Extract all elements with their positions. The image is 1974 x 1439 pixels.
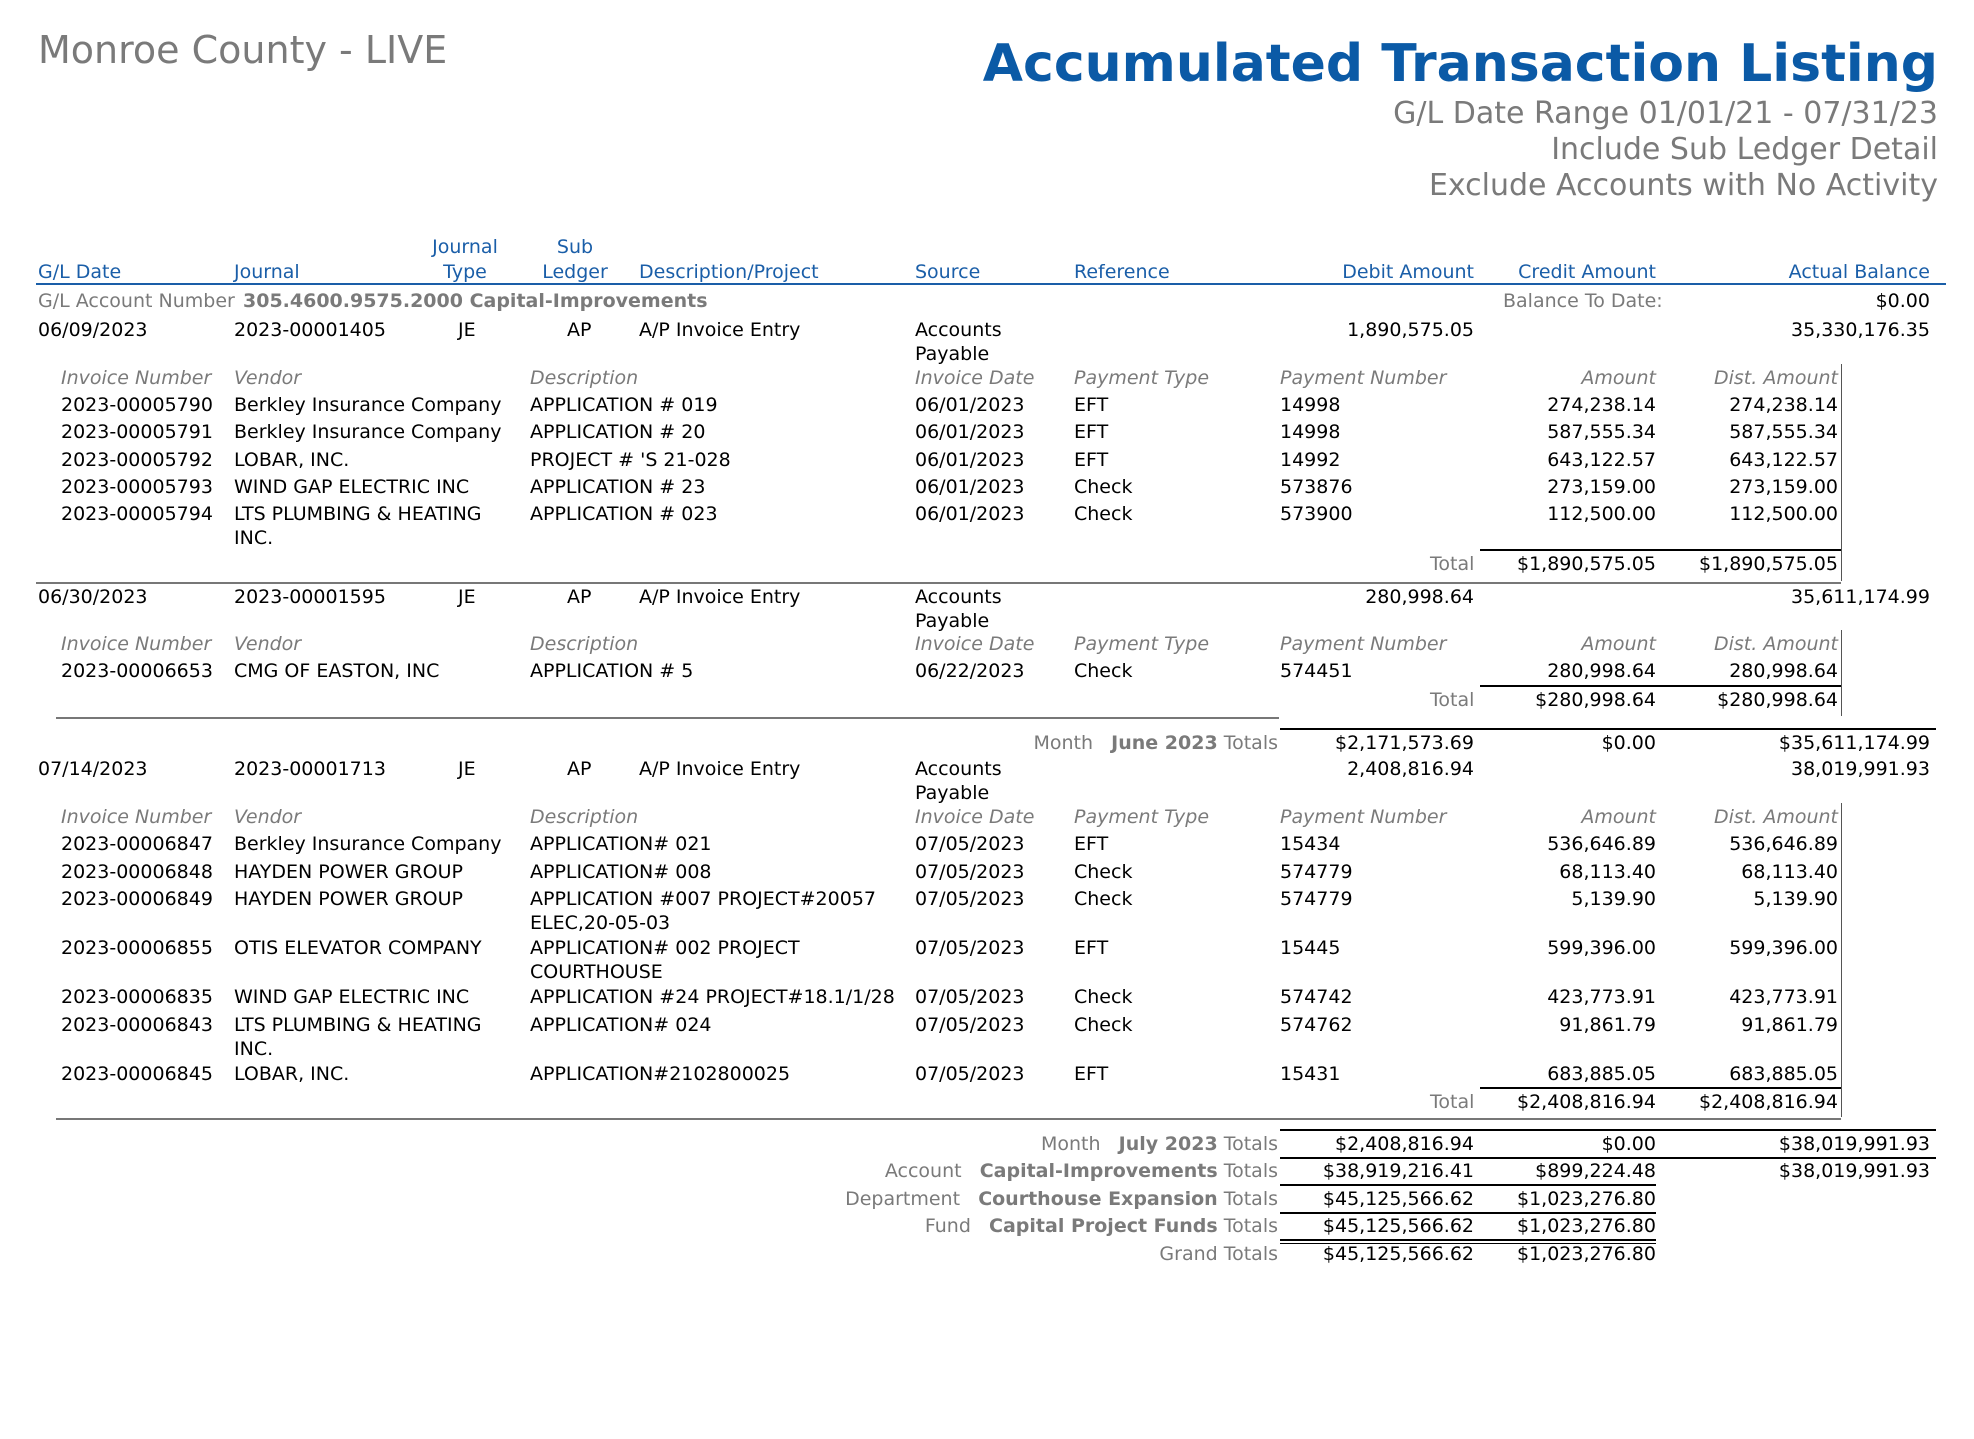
invoice-total-amount: $2,408,816.94 — [1516, 1091, 1656, 1113]
sub-col-invoice-number: Invoice Number — [61, 806, 212, 828]
totals-credit: $1,023,276.80 — [1516, 1215, 1656, 1237]
invoice-total-amount: $280,998.64 — [1535, 689, 1656, 711]
col-journal: Journal — [234, 261, 300, 283]
entry-description: A/P Invoice Entry — [639, 586, 801, 608]
invoice-number: 2023-00006653 — [61, 660, 213, 682]
col-sub-ledger-line2: Ledger — [542, 261, 608, 283]
entry-journal: 2023-00001595 — [234, 586, 386, 608]
sub-col-invoice-date: Invoice Date — [915, 806, 1035, 828]
invoice-date: 06/01/2023 — [915, 421, 1025, 443]
entry-journal-type: JE — [458, 319, 476, 341]
grand-totals-credit: $1,023,276.80 — [1516, 1243, 1656, 1265]
invoice-vendor: WIND GAP ELECTRIC INC — [234, 986, 470, 1008]
totals-name: Capital-Improvements — [979, 1160, 1218, 1182]
invoice-vendor: HAYDEN POWER GROUP — [234, 861, 463, 883]
sub-col-vendor: Vendor — [234, 633, 302, 655]
invoice-date: 07/05/2023 — [915, 1014, 1025, 1036]
invoice-amount: 273,159.00 — [1547, 476, 1656, 498]
invoice-number: 2023-00006848 — [61, 861, 213, 883]
invoice-dist-amount: 587,555.34 — [1729, 421, 1838, 443]
invoice-amount: 587,555.34 — [1547, 421, 1656, 443]
invoice-vendor: Berkley Insurance Company — [234, 421, 502, 443]
entry-source: Accounts — [915, 758, 1002, 780]
invoice-date: 07/05/2023 — [915, 833, 1025, 855]
invoice-amount: 423,773.91 — [1547, 986, 1656, 1008]
entry-divider — [56, 1118, 1841, 1120]
invoice-total-dist: $2,408,816.94 — [1698, 1091, 1838, 1113]
totals-name: June 2023 — [1111, 732, 1218, 754]
totals-suffix: Totals — [1223, 1215, 1278, 1237]
invoice-amount: 274,238.14 — [1547, 394, 1656, 416]
invoice-number: 2023-00006835 — [61, 986, 213, 1008]
sub-col-dist-amount: Dist. Amount — [1713, 806, 1838, 828]
col-description: Description/Project — [639, 261, 819, 283]
invoice-total-dist: $280,998.64 — [1717, 689, 1838, 711]
sub-col-vendor: Vendor — [234, 806, 302, 828]
col-reference: Reference — [1074, 261, 1170, 283]
payment-number: 573900 — [1280, 503, 1353, 525]
payment-number: 574762 — [1280, 1014, 1353, 1036]
payment-type: Check — [1074, 861, 1133, 883]
invoice-total-label: Total — [1430, 553, 1475, 575]
entry-gl-date: 06/30/2023 — [38, 586, 148, 608]
sub-col-invoice-date: Invoice Date — [915, 367, 1035, 389]
payment-type: Check — [1074, 888, 1133, 910]
totals-prefix: Account — [884, 1160, 962, 1182]
invoice-number: 2023-00005794 — [61, 503, 213, 525]
invoice-description: PROJECT # 'S 21-028 — [530, 449, 731, 471]
sub-col-payment-type: Payment Type — [1074, 367, 1210, 389]
invoice-vendor: OTIS ELEVATOR COMPANY — [234, 937, 482, 959]
invoice-date: 07/05/2023 — [915, 888, 1025, 910]
sub-col-description: Description — [530, 633, 639, 655]
payment-number: 14998 — [1280, 421, 1341, 443]
entry-journal-type: JE — [458, 758, 476, 780]
invoice-number: 2023-00006849 — [61, 888, 213, 910]
entry-sub-ledger: AP — [567, 586, 592, 608]
sub-col-invoice-date: Invoice Date — [915, 633, 1035, 655]
invoice-amount: 643,122.57 — [1547, 449, 1656, 471]
payment-number: 574742 — [1280, 986, 1353, 1008]
invoice-total-label: Total — [1430, 689, 1475, 711]
totals-debit: $2,408,816.94 — [1334, 1133, 1474, 1155]
entry-source-line2: Payable — [915, 610, 990, 632]
invoice-description: APPLICATION# 021 — [530, 833, 712, 855]
invoice-total-amount: $1,890,575.05 — [1516, 553, 1656, 575]
invoice-description: APPLICATION # 5 — [530, 660, 694, 682]
invoice-dist-amount: 643,122.57 — [1729, 449, 1838, 471]
invoice-dist-amount: 423,773.91 — [1729, 986, 1838, 1008]
totals-rule-double-1 — [1280, 1239, 1656, 1241]
invoice-dist-amount: 68,113.40 — [1741, 861, 1838, 883]
sub-col-description: Description — [530, 367, 639, 389]
entry-source-line2: Payable — [915, 343, 990, 365]
invoice-number: 2023-00005790 — [61, 394, 213, 416]
account-number: 305.4600.9575.2000 Capital-Improvements — [243, 290, 708, 312]
totals-debit: $45,125,566.62 — [1322, 1188, 1474, 1210]
invoice-block-right-rule — [1841, 364, 1842, 581]
entry-debit: 280,998.64 — [1365, 586, 1474, 608]
entry-gl-date: 07/14/2023 — [38, 758, 148, 780]
invoice-amount: 280,998.64 — [1547, 660, 1656, 682]
invoice-description: APPLICATION# 002 PROJECT — [530, 937, 800, 959]
payment-number: 15431 — [1280, 1063, 1341, 1085]
sub-col-dist-amount: Dist. Amount — [1713, 367, 1838, 389]
sub-col-description: Description — [530, 806, 639, 828]
payment-type: EFT — [1074, 833, 1109, 855]
invoice-description: APPLICATION #24 PROJECT#18.1/1/28 — [530, 986, 895, 1008]
totals-credit: $1,023,276.80 — [1516, 1188, 1656, 1210]
invoice-amount: 599,396.00 — [1547, 937, 1656, 959]
col-gl-date: G/L Date — [38, 261, 122, 283]
invoice-vendor: CMG OF EASTON, INC — [234, 660, 440, 682]
payment-type: EFT — [1074, 394, 1109, 416]
invoice-dist-amount: 536,646.89 — [1729, 833, 1838, 855]
totals-name: Capital Project Funds — [989, 1215, 1218, 1237]
entry-gl-date: 06/09/2023 — [38, 319, 148, 341]
invoice-date: 06/01/2023 — [915, 476, 1025, 498]
entry-balance: 38,019,991.93 — [1790, 758, 1930, 780]
invoice-vendor: LOBAR, INC. — [234, 1063, 350, 1085]
invoice-amount: 91,861.79 — [1559, 1014, 1656, 1036]
totals-credit: $899,224.48 — [1535, 1160, 1656, 1182]
sub-col-payment-number: Payment Number — [1280, 633, 1447, 655]
entry-source: Accounts — [915, 586, 1002, 608]
payment-number: 14992 — [1280, 449, 1341, 471]
invoice-date: 07/05/2023 — [915, 861, 1025, 883]
payment-type: EFT — [1074, 421, 1109, 443]
invoice-number: 2023-00006843 — [61, 1014, 213, 1036]
invoice-number: 2023-00005793 — [61, 476, 213, 498]
totals-debit: $45,125,566.62 — [1322, 1215, 1474, 1237]
totals-suffix: Totals — [1223, 732, 1278, 754]
sub-col-payment-number: Payment Number — [1280, 806, 1447, 828]
invoice-description: APPLICATION # 23 — [530, 476, 706, 498]
invoice-number: 2023-00006855 — [61, 937, 213, 959]
invoice-amount: 5,139.90 — [1571, 888, 1656, 910]
totals-prefix: Month — [1033, 732, 1094, 754]
totals-prefix: Fund — [924, 1215, 971, 1237]
totals-suffix: Totals — [1223, 1188, 1278, 1210]
invoice-vendor: LTS PLUMBING & HEATING — [234, 1014, 482, 1036]
col-debit-amount: Debit Amount — [1342, 261, 1474, 283]
entry-balance: 35,330,176.35 — [1790, 319, 1930, 341]
payment-number: 573876 — [1280, 476, 1353, 498]
invoice-vendor: LTS PLUMBING & HEATING — [234, 503, 482, 525]
invoice-amount: 536,646.89 — [1547, 833, 1656, 855]
totals-credit: $0.00 — [1601, 1133, 1656, 1155]
totals-rule — [1280, 1129, 1936, 1131]
header-divider — [36, 283, 1946, 285]
invoice-total-dist: $1,890,575.05 — [1698, 553, 1838, 575]
invoice-dist-amount: 91,861.79 — [1741, 1014, 1838, 1036]
invoice-dist-amount: 599,396.00 — [1729, 937, 1838, 959]
sub-col-payment-number: Payment Number — [1280, 367, 1447, 389]
entry-sub-ledger: AP — [567, 758, 592, 780]
totals-name: July 2023 — [1118, 1133, 1218, 1155]
invoice-date: 07/05/2023 — [915, 937, 1025, 959]
totals-prefix: Department — [845, 1188, 961, 1210]
invoice-date: 07/05/2023 — [915, 986, 1025, 1008]
payment-number: 15434 — [1280, 833, 1341, 855]
invoice-dist-amount: 5,139.90 — [1753, 888, 1838, 910]
totals-balance: $35,611,174.99 — [1778, 732, 1930, 754]
invoice-date: 06/01/2023 — [915, 394, 1025, 416]
payment-number: 574779 — [1280, 861, 1353, 883]
totals-rule — [1280, 728, 1936, 730]
sub-col-vendor: Vendor — [234, 367, 302, 389]
invoice-dist-amount: 683,885.05 — [1729, 1063, 1838, 1085]
invoice-block-right-rule — [1841, 803, 1842, 1117]
invoice-amount: 683,885.05 — [1547, 1063, 1656, 1085]
sub-ledger-option: Include Sub Ledger Detail — [1551, 132, 1938, 167]
invoice-dist-amount: 112,500.00 — [1729, 503, 1838, 525]
payment-number: 14998 — [1280, 394, 1341, 416]
entry-divider — [56, 717, 1279, 719]
payment-type: Check — [1074, 476, 1133, 498]
entry-debit: 1,890,575.05 — [1347, 319, 1474, 341]
balance-to-date-value: $0.00 — [1875, 290, 1930, 312]
entry-description: A/P Invoice Entry — [639, 758, 801, 780]
payment-type: EFT — [1074, 1063, 1109, 1085]
invoice-date: 06/01/2023 — [915, 503, 1025, 525]
totals-name: Courthouse Expansion — [978, 1188, 1218, 1210]
totals-credit: $0.00 — [1601, 732, 1656, 754]
totals-rule — [1280, 1184, 1656, 1186]
total-rule — [1480, 549, 1841, 551]
payment-type: Check — [1074, 660, 1133, 682]
col-journal-type-line2: Type — [443, 261, 487, 283]
invoice-amount: 112,500.00 — [1547, 503, 1656, 525]
report-title: Accumulated Transaction Listing — [982, 34, 1938, 94]
total-rule — [1480, 685, 1841, 687]
activity-option: Exclude Accounts with No Activity — [1428, 168, 1938, 203]
invoice-description-line2: ELEC,20-05-03 — [530, 912, 671, 934]
col-credit-amount: Credit Amount — [1518, 261, 1656, 283]
invoice-total-label: Total — [1430, 1091, 1475, 1113]
invoice-description: APPLICATION# 008 — [530, 861, 712, 883]
sub-col-payment-type: Payment Type — [1074, 633, 1210, 655]
entry-sub-ledger: AP — [567, 319, 592, 341]
invoice-vendor-line2: INC. — [234, 1038, 274, 1060]
totals-suffix: Totals — [1223, 1133, 1278, 1155]
invoice-date: 06/22/2023 — [915, 660, 1025, 682]
entry-divider — [36, 582, 1841, 584]
entry-balance: 35,611,174.99 — [1790, 586, 1930, 608]
invoice-description: APPLICATION # 023 — [530, 503, 718, 525]
invoice-description-line2: COURTHOUSE — [530, 961, 663, 983]
invoice-description: APPLICATION # 019 — [530, 394, 718, 416]
invoice-description: APPLICATION#2102800025 — [530, 1063, 791, 1085]
invoice-number: 2023-00005792 — [61, 449, 213, 471]
invoice-vendor: HAYDEN POWER GROUP — [234, 888, 463, 910]
invoice-dist-amount: 273,159.00 — [1729, 476, 1838, 498]
sub-col-invoice-number: Invoice Number — [61, 367, 212, 389]
payment-number: 574779 — [1280, 888, 1353, 910]
sub-col-amount: Amount — [1581, 806, 1656, 828]
grand-totals-label: Grand Totals — [1159, 1243, 1278, 1265]
invoice-dist-amount: 280,998.64 — [1729, 660, 1838, 682]
payment-type: EFT — [1074, 937, 1109, 959]
grand-totals-debit: $45,125,566.62 — [1322, 1243, 1474, 1265]
invoice-number: 2023-00006845 — [61, 1063, 213, 1085]
entry-journal-type: JE — [458, 586, 476, 608]
invoice-description: APPLICATION# 024 — [530, 1014, 712, 1036]
invoice-amount: 68,113.40 — [1559, 861, 1656, 883]
balance-to-date-label: Balance To Date: — [1503, 290, 1663, 312]
organization-name: Monroe County - LIVE — [38, 28, 448, 72]
invoice-number: 2023-00006847 — [61, 833, 213, 855]
sub-col-amount: Amount — [1581, 633, 1656, 655]
totals-balance: $38,019,991.93 — [1778, 1160, 1930, 1182]
payment-type: Check — [1074, 1014, 1133, 1036]
invoice-vendor: WIND GAP ELECTRIC INC — [234, 476, 470, 498]
payment-number: 574451 — [1280, 660, 1353, 682]
entry-description: A/P Invoice Entry — [639, 319, 801, 341]
totals-balance: $38,019,991.93 — [1778, 1133, 1930, 1155]
totals-suffix: Totals — [1223, 1160, 1278, 1182]
invoice-vendor: Berkley Insurance Company — [234, 833, 502, 855]
invoice-date: 06/01/2023 — [915, 449, 1025, 471]
total-rule — [1480, 1087, 1841, 1089]
entry-debit: 2,408,816.94 — [1347, 758, 1474, 780]
invoice-vendor: Berkley Insurance Company — [234, 394, 502, 416]
invoice-block-right-rule — [1841, 630, 1842, 716]
totals-prefix: Month — [1040, 1133, 1101, 1155]
sub-col-invoice-number: Invoice Number — [61, 633, 212, 655]
payment-type: EFT — [1074, 449, 1109, 471]
invoice-description: APPLICATION #007 PROJECT#20057 — [530, 888, 876, 910]
invoice-vendor: LOBAR, INC. — [234, 449, 350, 471]
sub-col-amount: Amount — [1581, 367, 1656, 389]
entry-journal: 2023-00001713 — [234, 758, 386, 780]
entry-source-line2: Payable — [915, 782, 990, 804]
invoice-vendor-line2: INC. — [234, 527, 274, 549]
payment-type: Check — [1074, 986, 1133, 1008]
col-source: Source — [915, 261, 981, 283]
date-range: G/L Date Range 01/01/21 - 07/31/23 — [1393, 96, 1938, 131]
invoice-description: APPLICATION # 20 — [530, 421, 706, 443]
sub-col-dist-amount: Dist. Amount — [1713, 633, 1838, 655]
totals-debit: $2,171,573.69 — [1334, 732, 1474, 754]
entry-source: Accounts — [915, 319, 1002, 341]
payment-number: 15445 — [1280, 937, 1341, 959]
invoice-dist-amount: 274,238.14 — [1729, 394, 1838, 416]
col-actual-balance: Actual Balance — [1788, 261, 1930, 283]
totals-debit: $38,919,216.41 — [1322, 1160, 1474, 1182]
invoice-date: 07/05/2023 — [915, 1063, 1025, 1085]
invoice-number: 2023-00005791 — [61, 421, 213, 443]
entry-journal: 2023-00001405 — [234, 319, 386, 341]
payment-type: Check — [1074, 503, 1133, 525]
col-journal-type-line1: Journal — [432, 236, 498, 258]
col-sub-ledger-line1: Sub — [556, 236, 594, 258]
sub-col-payment-type: Payment Type — [1074, 806, 1210, 828]
account-number-label: G/L Account Number — [38, 290, 235, 312]
